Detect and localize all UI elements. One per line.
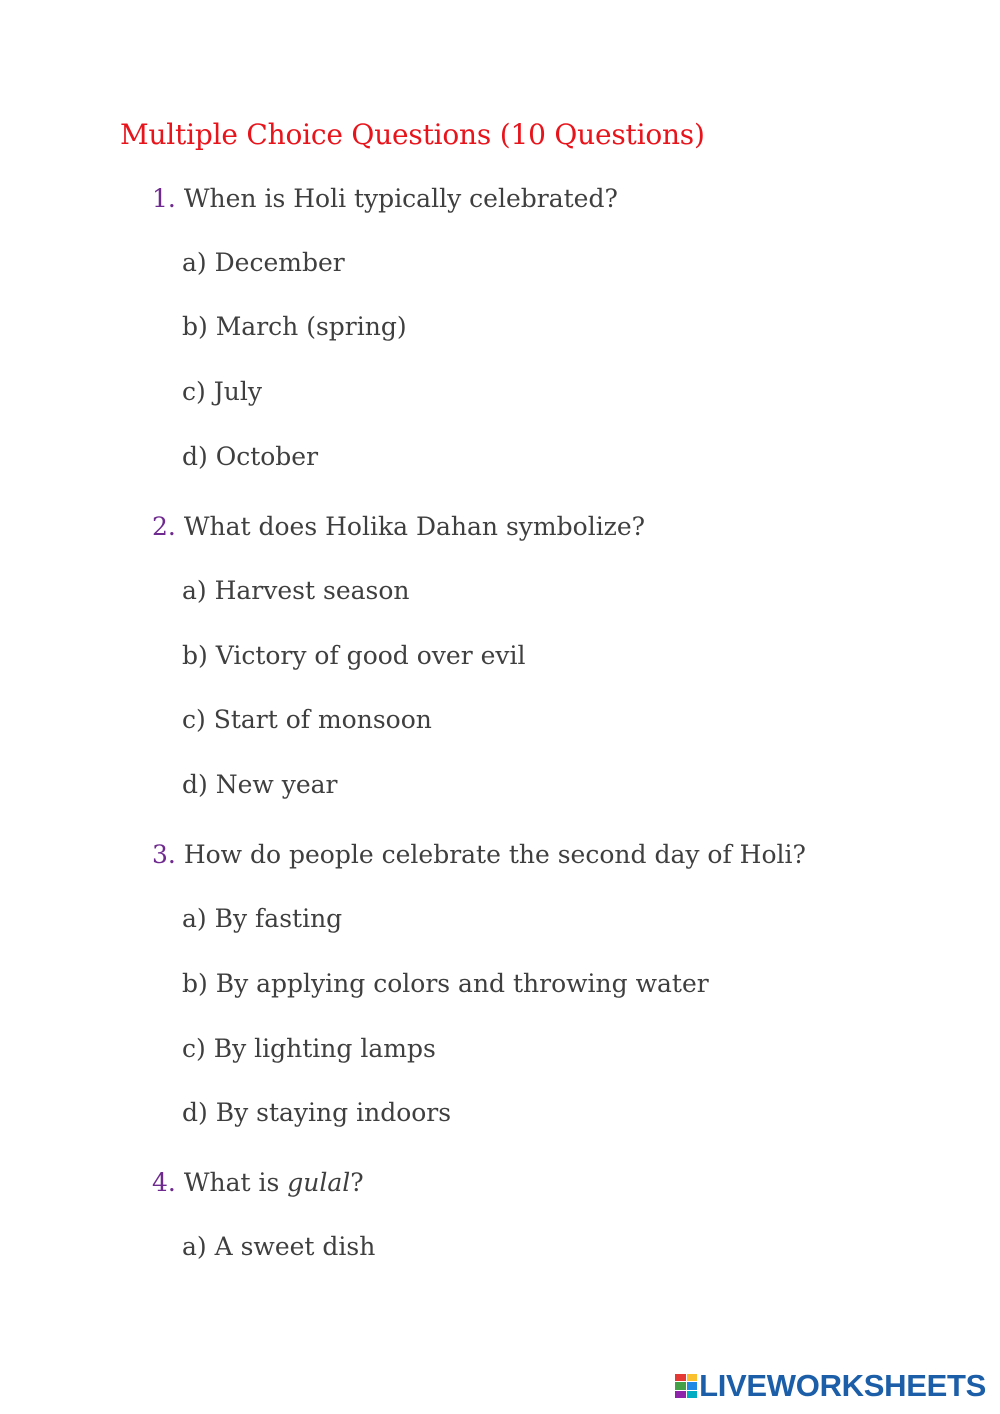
option-1b[interactable]: b) March (spring): [182, 312, 407, 341]
option-3d[interactable]: d) By staying indoors: [182, 1098, 452, 1127]
option-3b[interactable]: b) By applying colors and throwing water: [182, 969, 709, 998]
question-2: [152, 512, 645, 541]
question-text-prefix: What is: [183, 1168, 288, 1197]
liveworksheets-logo[interactable]: [675, 1368, 986, 1404]
question-number: 2.: [152, 512, 176, 541]
question-1: [152, 184, 618, 213]
option-4a[interactable]: a) A sweet dish: [182, 1232, 376, 1261]
question-number: 3.: [152, 840, 176, 869]
option-3c[interactable]: c) By lighting lamps: [182, 1034, 436, 1063]
question-text: What does Holika Dahan symbolize?: [183, 512, 646, 541]
liveworksheets-logo-icon: [675, 1374, 697, 1398]
logo-square-4: [687, 1382, 698, 1389]
option-1d[interactable]: d) October: [182, 442, 319, 471]
question-text: When is Holi typically celebrated?: [183, 184, 618, 213]
logo-square-1: [675, 1374, 686, 1381]
question-text: How do people celebrate the second day of Holi?: [183, 840, 806, 869]
page-title: Multiple Choice Questions (10 Questions): [120, 118, 705, 151]
option-2a[interactable]: a) Harvest season: [182, 576, 410, 605]
option-2c[interactable]: c) Start of monsoon: [182, 705, 432, 734]
logo-square-3: [675, 1382, 686, 1389]
option-1c[interactable]: c) July: [182, 377, 262, 406]
option-2d[interactable]: d) New year: [182, 770, 338, 799]
logo-square-6: [687, 1391, 698, 1398]
question-text-suffix: ?: [350, 1168, 364, 1197]
question-number: 1.: [152, 184, 176, 213]
logo-square-2: [687, 1374, 698, 1381]
question-text-emphasis: gulal: [287, 1168, 351, 1197]
question-3: [152, 840, 806, 869]
option-1a[interactable]: a) December: [182, 248, 345, 277]
question-4: [152, 1168, 364, 1197]
logo-text: LIVEWORKSHEETS: [699, 1368, 986, 1403]
option-2b[interactable]: b) Victory of good over evil: [182, 641, 526, 670]
logo-square-5: [675, 1391, 686, 1398]
question-number: 4.: [152, 1168, 176, 1197]
option-3a[interactable]: a) By fasting: [182, 904, 343, 933]
